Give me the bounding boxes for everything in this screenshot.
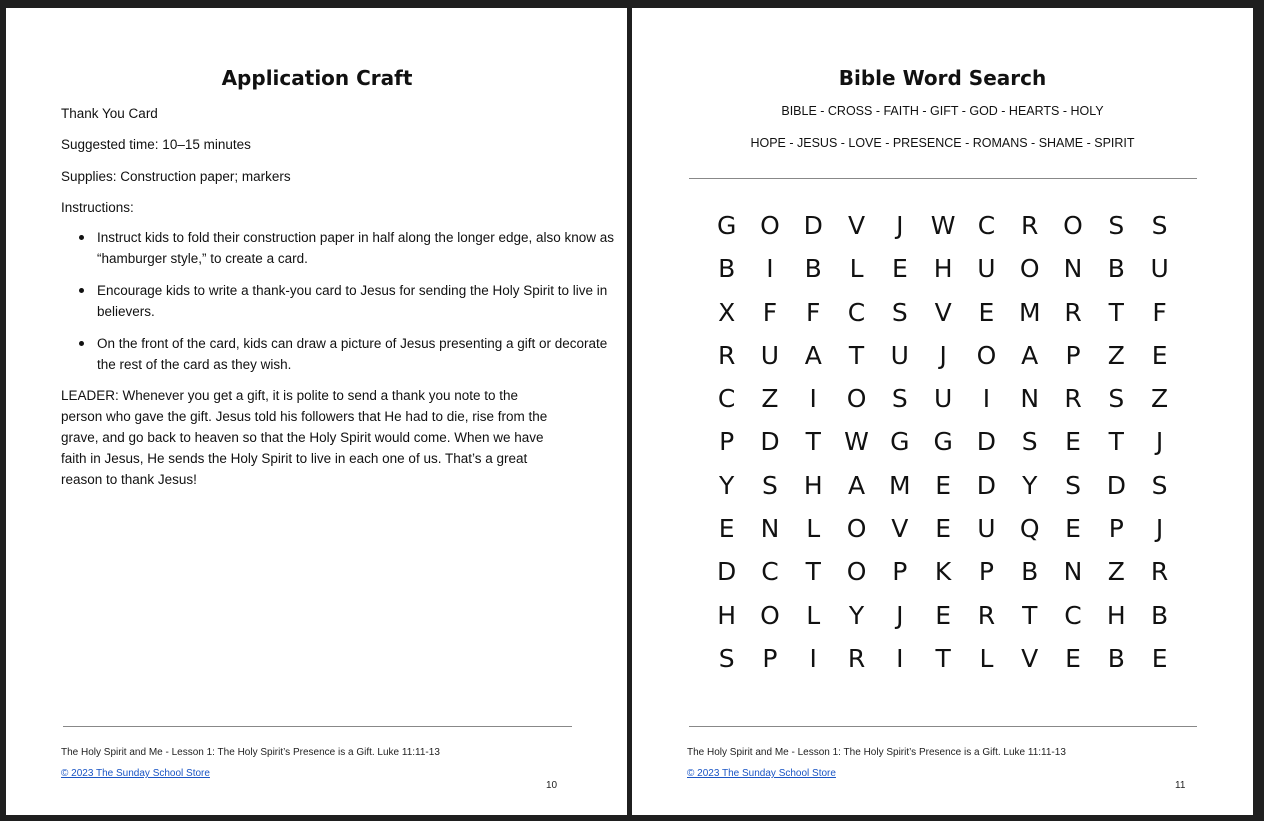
grid-letter: D [976, 427, 997, 457]
footer-text: The Holy Spirit and Me - Lesson 1: The Holy Spirit’s Presence is a Gift. Luke 11:11-13 [61, 747, 440, 758]
grid-letter: C [977, 211, 996, 240]
grid-letter: Y [848, 600, 865, 630]
grid-letter: T [935, 643, 951, 673]
grid-letter: L [806, 600, 821, 630]
grid-letter: L [849, 254, 864, 284]
grid-letter: T [848, 340, 865, 370]
grid-letter: E [1151, 643, 1168, 673]
grid-letter: S [891, 297, 908, 327]
grid-letter: E [935, 600, 952, 630]
instructions-label: Instructions: [61, 200, 134, 215]
grid-letter: O [1063, 211, 1083, 240]
grid-letter: S [718, 643, 735, 673]
grid-letter: A [1021, 340, 1039, 370]
grid-letter: C [761, 557, 779, 587]
grid-letter: O [976, 340, 997, 370]
grid-letter: O [846, 557, 867, 587]
grid-letter: C [847, 297, 866, 327]
grid-letter: B [1107, 643, 1125, 673]
footer-divider [689, 726, 1197, 727]
grid-letter: F [806, 297, 821, 327]
grid-letter: J [896, 211, 904, 240]
grid-letter: H [933, 254, 953, 284]
grid-letter: Z [1107, 340, 1125, 370]
grid-letter: V [891, 514, 909, 544]
grid-letter: R [977, 600, 996, 630]
grid-letter: W [930, 211, 956, 240]
grid-letter: P [892, 557, 908, 587]
grid-letter: S [1151, 470, 1168, 500]
grid-letter: I [809, 643, 817, 673]
grid-letter: U [933, 384, 953, 414]
grid-letter: X [718, 297, 736, 327]
grid-letter: S [1065, 470, 1081, 500]
grid-letter: A [804, 340, 822, 370]
grid-letter: S [1108, 384, 1125, 414]
grid-letter: E [935, 470, 952, 500]
grid-letter: N [1063, 254, 1083, 284]
header-divider [689, 178, 1197, 179]
grid-letter: Q [1019, 514, 1040, 544]
grid-letter: O [846, 384, 867, 414]
grid-letter: V [1021, 643, 1039, 673]
grid-letter: L [806, 514, 821, 544]
grid-letter: B [804, 254, 822, 284]
grid-letter: E [891, 254, 908, 284]
grid-letter: N [1063, 557, 1083, 587]
grid-letter: O [760, 211, 780, 240]
grid-letter: I [766, 254, 774, 284]
grid-letter: G [890, 427, 910, 457]
grid-letter: Y [1022, 470, 1038, 500]
grid-letter: R [847, 643, 866, 673]
grid-letter: U [977, 254, 996, 284]
grid-letter: U [1150, 254, 1169, 284]
grid-letter: M [1018, 297, 1041, 327]
list-item: On the front of the card, kids can draw a picture of Jesus presenting a gift or decorate the rest of the card as they wish. [97, 333, 617, 375]
grid-letter: R [1064, 384, 1082, 414]
grid-letter: T [805, 557, 821, 587]
grid-letter: J [1155, 514, 1164, 544]
suggested-time: Suggested time: 10–15 minutes [61, 137, 251, 152]
grid-letter: S [1108, 211, 1125, 240]
grid-letter: O [760, 600, 780, 630]
grid-letter: T [1108, 427, 1124, 457]
grid-letter: D [976, 470, 997, 500]
grid-letter: P [1108, 514, 1124, 544]
grid-letter: B [1107, 254, 1125, 284]
grid-letter: B [1151, 600, 1169, 630]
word-list-line-1: BIBLE - CROSS - FAITH - GIFT - GOD - HEARTS - HOLY [781, 104, 1104, 118]
page-number: 11 [1175, 780, 1186, 791]
list-item: Encourage kids to write a thank-you card to Jesus for sending the Holy Spirit to live in believers. [97, 280, 617, 322]
grid-letter: V [847, 211, 866, 240]
grid-letter: E [1151, 340, 1168, 370]
grid-letter: E [1065, 643, 1081, 673]
grid-letter: Z [761, 384, 779, 414]
grid-letter: N [1020, 384, 1040, 414]
grid-letter: E [1065, 427, 1081, 457]
grid-letter: Z [1151, 384, 1169, 414]
grid-letter: R [1150, 557, 1169, 587]
grid-letter: N [760, 514, 780, 544]
grid-letter: T [1022, 600, 1038, 630]
leader-paragraph: LEADER: Whenever you get a gift, it is polite to send a thank you note to the person who gave the gift. Jesus told his followers that He had to die, rise from the grave, and go back to heaven so that the Holy Spirit would come. When we have faith in Jesus, He sends the Holy Spirit to live in each one of us. That’s a great reason to thank Jesus! [61, 388, 548, 487]
grid-letter: E [935, 514, 952, 544]
page-title: Bible Word Search [838, 66, 1047, 90]
grid-letter: B [718, 254, 736, 284]
supplies: Supplies: Construction paper; markers [61, 169, 291, 184]
grid-letter: A [847, 470, 866, 500]
grid-letter: U [760, 340, 780, 370]
grid-letter: S [762, 470, 778, 500]
grid-letter: O [846, 514, 867, 544]
grid-letter: P [1065, 340, 1081, 370]
grid-letter: J [939, 340, 947, 370]
grid-letter: J [896, 600, 904, 630]
page-number: 10 [546, 780, 558, 791]
page-left [6, 8, 627, 815]
grid-letter: I [896, 643, 904, 673]
page-right [632, 8, 1253, 815]
grid-letter: S [1021, 427, 1038, 457]
word-search-grid [705, 204, 1181, 680]
grid-letter: P [719, 427, 735, 457]
grid-letter: O [1019, 254, 1040, 284]
copyright-link[interactable]: © 2023 The Sunday School Store [687, 768, 836, 779]
grid-letter: D [760, 427, 780, 457]
grid-letter: D [803, 211, 823, 240]
grid-letter: K [934, 557, 952, 587]
grid-letter: U [890, 340, 909, 370]
grid-letter: H [803, 470, 823, 500]
grid-letter: E [1065, 514, 1081, 544]
grid-letter: P [762, 643, 778, 673]
grid-letter: E [978, 297, 995, 327]
grid-letter: S [891, 384, 908, 414]
footer-divider [63, 726, 572, 727]
grid-letter: J [1155, 427, 1164, 457]
grid-letter: R [717, 340, 736, 370]
grid-letter: Z [1107, 557, 1125, 587]
grid-letter: U [977, 514, 996, 544]
grid-letter: M [889, 470, 911, 500]
grid-letter: F [1152, 297, 1167, 327]
page-title: Application Craft [221, 66, 413, 90]
grid-letter: D [717, 557, 737, 587]
grid-letter: L [979, 643, 994, 673]
grid-letter: B [1021, 557, 1039, 587]
grid-letter: G [716, 211, 737, 240]
instructions-list [61, 227, 617, 386]
grid-letter: S [1151, 211, 1168, 240]
copyright-link[interactable]: © 2023 The Sunday School Store [61, 768, 210, 779]
grid-letter: R [1021, 211, 1039, 240]
craft-name: Thank You Card [61, 106, 158, 121]
grid-letter: Y [719, 470, 735, 500]
grid-letter: W [844, 427, 869, 457]
grid-letter: P [978, 557, 994, 587]
grid-letter: T [1108, 297, 1124, 327]
grid-letter: H [1106, 600, 1126, 630]
grid-letter: I [809, 384, 817, 414]
grid-letter: C [717, 384, 736, 414]
grid-letter: H [717, 600, 737, 630]
word-list-line-2: HOPE - JESUS - LOVE - PRESENCE - ROMANS - SHAME - SPIRIT [750, 136, 1135, 150]
grid-letter: T [805, 427, 821, 457]
grid-letter: E [718, 514, 735, 544]
footer-text: The Holy Spirit and Me - Lesson 1: The Holy Spirit’s Presence is a Gift. Luke 11:11-13 [687, 747, 1066, 758]
grid-letter: I [982, 384, 991, 414]
list-item: Instruct kids to fold their construction paper in half along the longer edge, also know as “hamburger style,” to create a card. [97, 227, 617, 269]
grid-letter: C [1064, 600, 1082, 630]
grid-letter: D [1106, 470, 1126, 500]
grid-letter: F [762, 297, 778, 327]
grid-letter: G [933, 427, 953, 457]
grid-letter: R [1064, 297, 1082, 327]
grid-letter: V [934, 297, 952, 327]
